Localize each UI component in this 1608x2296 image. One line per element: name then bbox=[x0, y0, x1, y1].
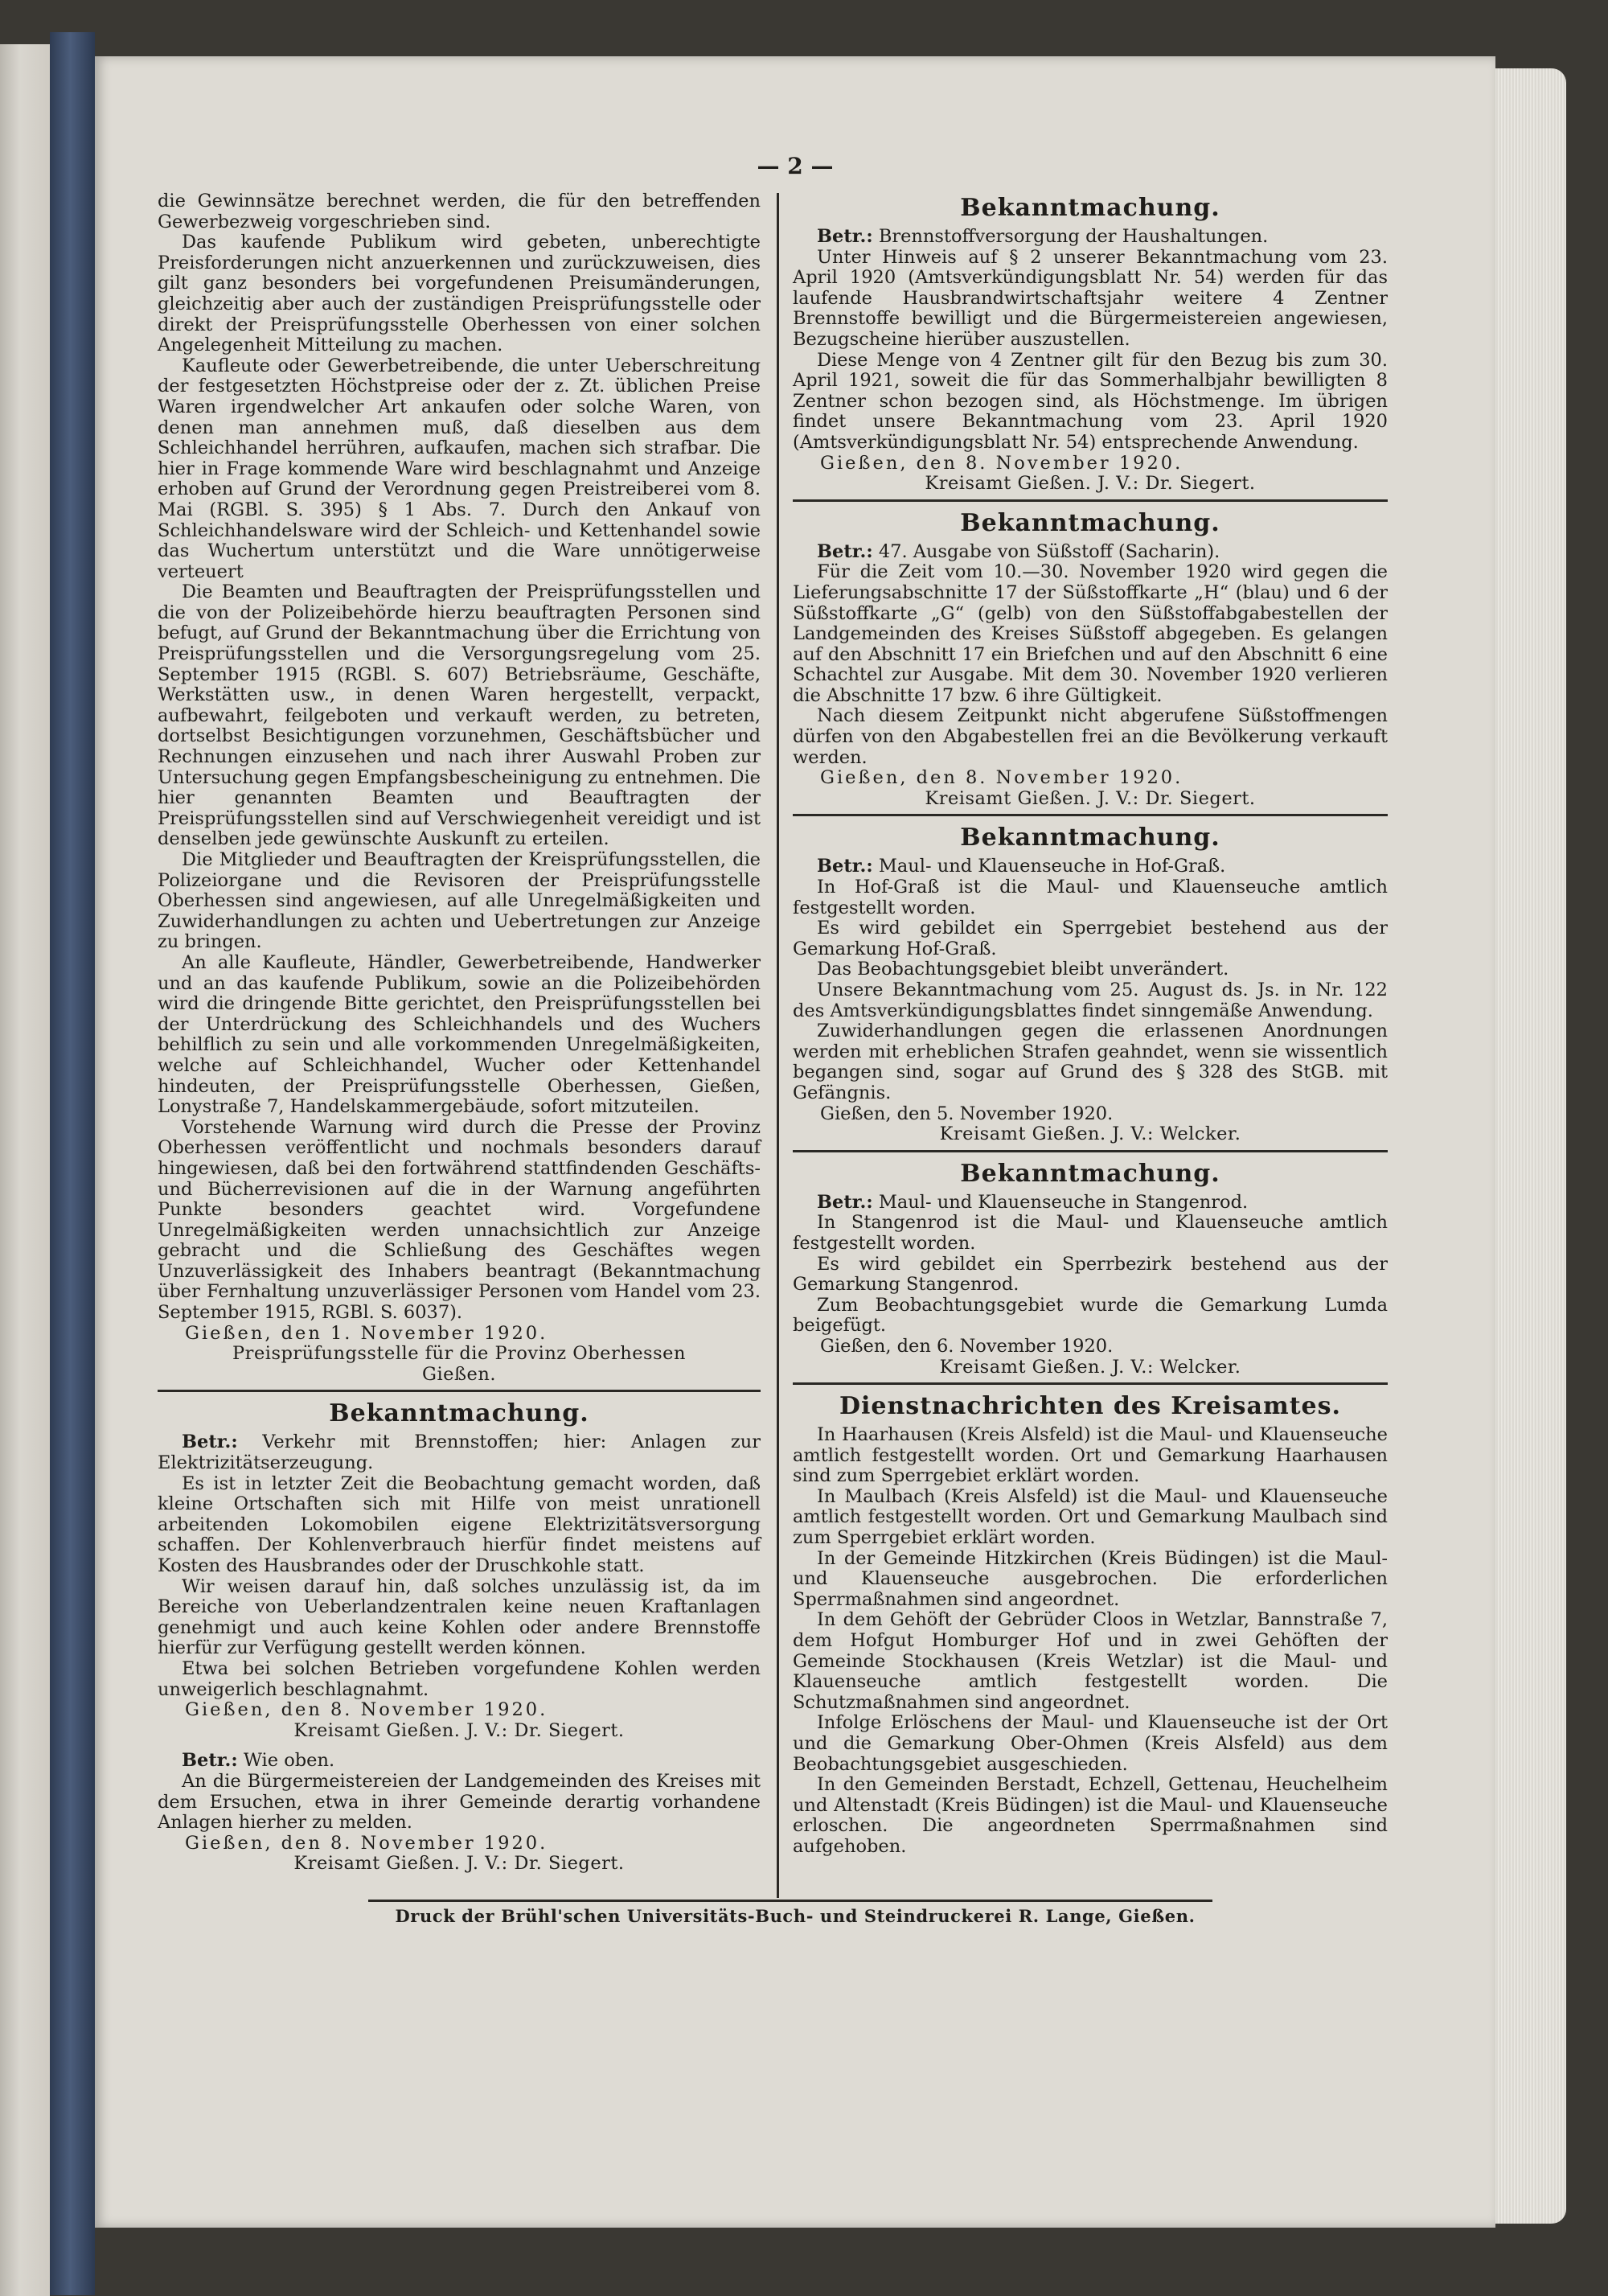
paragraph: die Gewinnsätze berechnet werden, die für den betreffenden Gewerbezweig vorgeschrieben sind. bbox=[158, 191, 761, 232]
paragraph: Das Beobachtungsgebiet bleibt unverändert. bbox=[817, 959, 1229, 980]
signature: Gießen. bbox=[422, 1363, 496, 1385]
date-line: Gießen, den 1. November 1920. bbox=[185, 1322, 548, 1344]
paragraph: Etwa bei solchen Betrieben vorgefundene Kohlen werden unweigerlich beschlagnahmt. bbox=[158, 1657, 761, 1700]
paragraph: In Hof-Graß ist die Maul- und Klauenseuche amtlich festgestellt worden. bbox=[793, 877, 1388, 918]
subject-line bbox=[793, 227, 1388, 248]
paragraph: Es ist in letzter Zeit die Beobachtung gemacht worden, daß kleine Ortschaften sich mit Hilfe von meist unrationell arbeitenden Lokomobilen eigene Elektrizitätsversorgung schaffen. Der Kohlenverbrauch hierfür findet meistens auf Kosten des Hausbrandes oder der Druschkohle statt. bbox=[158, 1472, 761, 1576]
divider bbox=[793, 1382, 1388, 1385]
subject-line bbox=[793, 856, 1388, 877]
signature: Kreisamt Gießen. J. V.: Dr. Siegert. bbox=[925, 473, 1256, 495]
paragraph: In den Gemeinden Berstadt, Echzell, Gettenau, Heuchelheim und Altenstadt (Kreis Büdingen) ist die Maul- und Klauenseuche erloschen. Die angeordneten Sperrmaßnahmen sind aufgehoben. bbox=[793, 1774, 1388, 1857]
date-line: Gießen, den 8. November 1920. bbox=[820, 767, 1183, 789]
subject-text: Maul- und Klauenseuche in Stangenrod. bbox=[878, 1191, 1249, 1213]
divider bbox=[793, 814, 1388, 816]
paragraph: Es wird gebildet ein Sperrbezirk bestehend aus der Gemarkung Stangenrod. bbox=[793, 1253, 1388, 1296]
paragraph: In der Gemeinde Hitzkirchen (Kreis Büdingen) ist die Maul- und Klauenseuche ausgebrochen. Die erforderlichen Sperrmaßnahmen sind angeordnet. bbox=[793, 1547, 1388, 1610]
paragraph: Infolge Erlöschens der Maul- und Klauenseuche ist der Ort und die Gemarkung Ober-Ohmen (Kreis Alsfeld) aus dem Beobachtungsgebiet ausgeschieden. bbox=[793, 1712, 1388, 1775]
document-page bbox=[95, 56, 1495, 2228]
paragraph: Das kaufende Publikum wird gebeten, unberechtigte Preisforderungen nicht anzuerkennen und zurückzuweisen, dies gilt ganz besonders bei vorgefundenen Preisumänderungen, gleichzeitig aber auch der zuständigen Preisprüfungsstelle oder direkt der Preisprüfungsstelle Oberhessen von einer solchen Angelegenheit Mitteilung zu machen. bbox=[158, 232, 761, 356]
signature: Kreisamt Gießen. J. V.: Welcker. bbox=[939, 1123, 1241, 1145]
paragraph: Zum Beobachtungsgebiet wurde die Gemarkung Lumda beigefügt. bbox=[793, 1294, 1388, 1337]
subject-text: Wie oben. bbox=[243, 1750, 335, 1772]
column-divider bbox=[777, 193, 779, 1898]
divider bbox=[793, 1150, 1388, 1152]
divider bbox=[158, 1390, 761, 1392]
date-line: Gießen, den 6. November 1920. bbox=[820, 1335, 1114, 1357]
paragraph: In dem Gehöft der Gebrüder Cloos in Wetzlar, Bannstraße 7, dem Hofgut Homburger Hof und in zwei Gehöften der Gemeinde Stockhausen (Kreis Wetzlar) ist die Maul- und Klauenseuche amtlich festgestellt worden. Die Schutzmaßnahmen sind angeordnet. bbox=[793, 1609, 1388, 1713]
signature: Kreisamt Gießen. J. V.: Dr. Siegert. bbox=[293, 1719, 625, 1741]
subject-text: Maul- und Klauenseuche in Hof-Graß. bbox=[878, 856, 1226, 877]
notice-heading: Bekanntmachung. bbox=[960, 824, 1220, 852]
paragraph: Die Beamten und Beauftragten der Preisprüfungsstellen und die von der Polizeibehörde hierzu beauftragten Personen sind befugt, auf Grund der Bekanntmachung über die Errichtung von Preisprüfungsstellen und die Versorgungsregelung vom 25. September 1915 (RGBl. S. 607) Betriebsräume, Geschäfte, Werkstätten usw., in denen Waren hergestellt, verpackt, aufbewahrt, feilgeboten und verkauft werden, zu betreten, dortselbst Besichtigungen vorzunehmen, Geschäftsbücher und Rechnungen einzusehen und nach ihrer Auswahl Proben zur Untersuchung gegen Empfangsbescheinigung zu entnehmen. Die hier genannten Beamten und Beauftragten der Preisprüfungsstellen sind auf Verschwiegenheit vereidigt und ist denselben jede gewünschte Auskunft zu erteilen. bbox=[158, 581, 761, 850]
notice-heading: Bekanntmachung. bbox=[960, 508, 1220, 537]
paragraph: Unsere Bekanntmachung vom 25. August ds. Js. in Nr. 122 des Amtsverkündigungsblattes findet sinngemäße Anwendung. bbox=[793, 980, 1388, 1021]
section-heading: Dienstnachrichten des Kreisamtes. bbox=[839, 1392, 1341, 1421]
left-column bbox=[158, 191, 761, 1875]
date-line: Gießen, den 8. November 1920. bbox=[185, 1699, 548, 1721]
paragraph: Für die Zeit vom 10.—30. November 1920 wird gegen die Lieferungsabschnitte 17 der Süßstoffkarte „H“ (blau) und 6 der Süßstoffkarte „G“ (gelb) von den Süßstoffabgabestellen der Landgemeinden des Kreises Süßstoff abgegeben. Es gelangen auf den Abschnitt 17 ein Briefchen und auf den Abschnitt 6 eine Schachtel zur Ausgabe. Mit dem 30. November 1920 verlieren die Abschnitte 17 bzw. 6 ihre Gültigkeit. bbox=[793, 561, 1388, 706]
date-line: Gießen, den 8. November 1920. bbox=[185, 1832, 548, 1854]
signature: Preisprüfungsstelle für die Provinz Oberhessen bbox=[232, 1343, 686, 1365]
paragraph: Wir weisen darauf hin, daß solches unzulässig ist, da im Bereiche von Ueberlandzentralen keine neuen Kraftanlagen genehmigt und auch keine Kohlen oder andere Brennstoffe hierfür zur Verfügung gestellt werden können. bbox=[158, 1575, 761, 1659]
subject-text: Verkehr mit Brennstoffen; hier: Anlagen zur Elektrizitätserzeugung. bbox=[158, 1431, 761, 1474]
subject-label: Betr.: bbox=[817, 540, 873, 562]
divider bbox=[793, 499, 1388, 502]
subject-label: Betr.: bbox=[817, 1191, 873, 1213]
paragraph: An alle Kaufleute, Händler, Gewerbetreibende, Handwerker und an das kaufende Publikum, sowie an die Polizeibehörden wird die dringende Bitte gerichtet, den Preisprüfungsstellen bei der Unterdrückung des Schleichhandels und des Wuchers behilflich zu sein und alle vorkommenden Unregelmäßigkeiten, welche auf Schleichhandel, Wucher oder Kettenhandel hindeuten, der Preisprüfungsstelle Oberhessen, Gießen, Lonystraße 7, Handelskammergebäude, sofort mitzuteilen. bbox=[158, 951, 761, 1118]
paragraph: Es wird gebildet ein Sperrgebiet bestehend aus der Gemarkung Hof-Graß. bbox=[793, 918, 1388, 959]
book-spine bbox=[50, 32, 95, 2295]
subject-text: 47. Ausgabe von Süßstoff (Sacharin). bbox=[878, 540, 1220, 562]
subject-text: Brennstoffversorgung der Haushaltungen. bbox=[878, 226, 1269, 247]
signature: Kreisamt Gießen. J. V.: Dr. Siegert. bbox=[925, 787, 1256, 809]
notice-heading: Bekanntmachung. bbox=[960, 194, 1220, 222]
paragraph: Unter Hinweis auf § 2 unserer Bekanntmachung vom 23. April 1920 (Amtsverkündigungsblatt Nr. 54) werden für das laufende Hausbrandwirtschaftsjahr weitere 4 Zentner Brennstoffe bewilligt und die Bürgermeistereien angewiesen, Bezugscheine hierüber auszustellen. bbox=[793, 246, 1388, 350]
page-number: — 2 — bbox=[757, 153, 834, 179]
signature: Kreisamt Gießen. J. V.: Welcker. bbox=[939, 1356, 1241, 1378]
subject-line bbox=[793, 542, 1388, 563]
date-line: Gießen, den 8. November 1920. bbox=[820, 452, 1183, 474]
right-column bbox=[793, 191, 1388, 1858]
notice-heading: Bekanntmachung. bbox=[329, 1399, 589, 1428]
subject-label: Betr.: bbox=[817, 226, 873, 247]
paragraph: An die Bürgermeistereien der Landgemeinden des Kreises mit dem Ersuchen, etwa in ihrer Gemeinde derartig vorhandene Anlagen hierher zu melden. bbox=[158, 1770, 761, 1834]
subject-label: Betr.: bbox=[817, 856, 873, 877]
notice-heading: Bekanntmachung. bbox=[960, 1159, 1220, 1188]
paragraph: Die Mitglieder und Beauftragten der Kreisprüfungsstellen, die Polizeiorgane und die Revisoren der Preisprüfungsstelle Oberhessen sind angewiesen, auf alle Unregelmäßigkeiten und Zuwiderhandlungen zu achten und Uebertretungen zur Anzeige zu bringen. bbox=[158, 849, 761, 953]
paragraph: Zuwiderhandlungen gegen die erlassenen Anordnungen werden mit erheblichen Strafen geahndet, wenn sie wissentlich begangen sind, sogar auf Grund des § 328 des StGB. mit Gefängnis. bbox=[793, 1021, 1388, 1103]
paragraph: Vorstehende Warnung wird durch die Presse der Provinz Oberhessen veröffentlicht und nochmals besonders darauf hingewiesen, daß bei den fortwährend stattfindenden Geschäfts- und Bücherrevisionen auf die in der Warnung angeführten Punkte besonders geachtet wird. Vorgefundene Unregelmäßigkeiten werden unnachsichtlich zur Anzeige gebracht und die Schließung des Geschäftes wegen Unzuverlässigkeit des Inhabers beantragt (Bekanntmachung über Fernhaltung unzuverlässiger Personen vom Handel vom 23. September 1915, RGBl. S. 6037). bbox=[158, 1116, 761, 1324]
page-stack-edge bbox=[1495, 68, 1566, 2224]
subject-label: Betr.: bbox=[182, 1750, 238, 1772]
paragraph: In Stangenrod ist die Maul- und Klauenseuche amtlich festgestellt worden. bbox=[793, 1212, 1388, 1254]
signature: Kreisamt Gießen. J. V.: Dr. Siegert. bbox=[293, 1853, 625, 1875]
paragraph: Diese Menge von 4 Zentner gilt für den Bezug bis zum 30. April 1921, soweit die für das Sommerhalbjahr bewilligten 8 Zentner schon bezogen sind, als Höchstmenge. Im übrigen findet unsere Bekanntmachung vom 23. April 1920 (Amtsverkündigungsblatt Nr. 54) entsprechende Anwendung. bbox=[793, 349, 1388, 453]
printer-imprint: Druck der Brühl'schen Universitäts-Buch- und Steindruckerei R. Lange, Gießen. bbox=[395, 1906, 1196, 1926]
subject-line bbox=[158, 1751, 761, 1772]
footer-divider bbox=[368, 1900, 1212, 1902]
date-line: Gießen, den 5. November 1920. bbox=[820, 1103, 1114, 1124]
subject-label: Betr.: bbox=[182, 1431, 238, 1453]
paragraph: In Maulbach (Kreis Alsfeld) ist die Maul- und Klauenseuche amtlich festgestellt worden. Ort und Gemarkung Maulbach sind zum Sperrgebiet erklärt worden. bbox=[793, 1485, 1388, 1549]
paragraph: In Haarhausen (Kreis Alsfeld) ist die Maul- und Klauenseuche amtlich festgestellt worden. Ort und Gemarkung Haarhausen sind zum Sperrgebiet erklärt worden. bbox=[793, 1424, 1388, 1487]
paragraph: Kaufleute oder Gewerbetreibende, die unter Ueberschreitung der festgesetzten Höchstpreise oder der z. Zt. üblichen Preise Waren irgendwelcher Art ankaufen oder solche Waren, von denen man annehmen muß, daß dieselben aus dem Schleichhandel herrühren, aufkaufen, machen sich strafbar. Die hier in Frage kommende Ware wird beschlagnahmt und Anzeige erhoben auf Grund der Verordnung gegen Preistreiberei vom 8. Mai (RGBl. S. 395) § 1 Abs. 7. Durch den Ankauf von Schleichhandelsware wird der Schleich- und Kettenhandel sowie das Wuchertum unterstützt und die Ware unnötigerweise verteuert bbox=[158, 355, 761, 582]
left-page-edge bbox=[0, 44, 50, 2296]
subject-line bbox=[158, 1432, 761, 1473]
paragraph: Nach diesem Zeitpunkt nicht abgerufene Süßstoffmengen dürfen von den Abgabestellen frei an die Bevölkerung verkauft werden. bbox=[793, 705, 1388, 768]
subject-line bbox=[793, 1193, 1388, 1214]
